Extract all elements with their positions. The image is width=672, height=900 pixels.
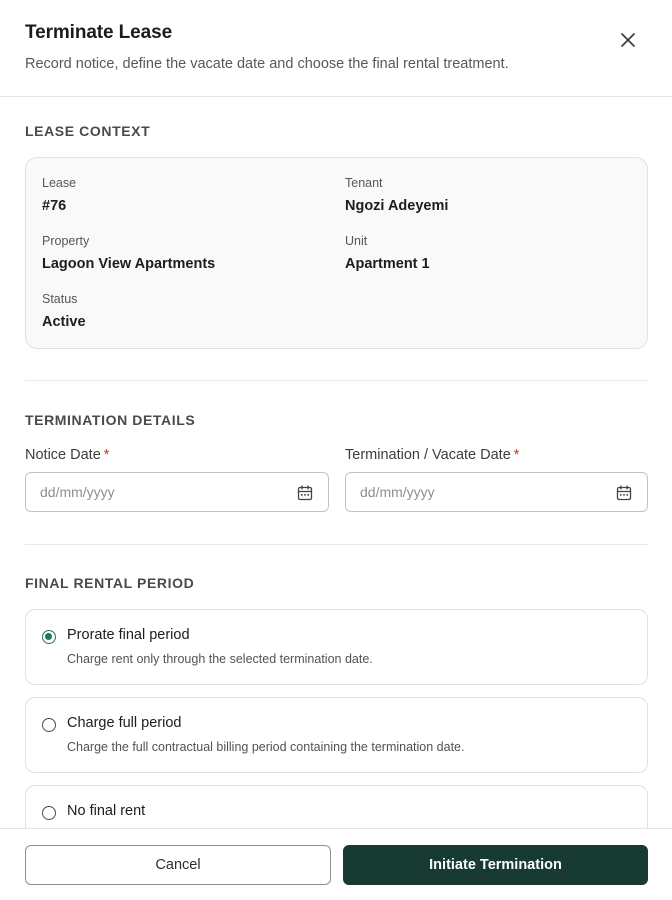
option-title: No final rent [67,803,146,819]
notice-date-input[interactable] [25,472,329,512]
vacate-date-input[interactable] [345,472,648,512]
notice-date-placeholder: dd/mm/yyyy [40,484,115,500]
dialog-title: Terminate Lease [25,22,173,43]
unit-value: Apartment 1 [345,256,430,272]
calendar-icon[interactable] [616,485,632,501]
dialog-header [0,0,672,97]
tenant-value: Ngozi Adeyemi [345,198,449,214]
lease-label: Lease [42,176,77,190]
dialog-body[interactable] [0,97,672,828]
status-label: Status [42,292,78,306]
section-divider [25,544,648,545]
notice-date-label: Notice Date * [25,447,110,463]
option-description: Charge rent only through the selected termination date. [67,652,373,666]
calendar-icon[interactable] [297,485,313,501]
lease-context-heading: LEASE CONTEXT [25,123,151,139]
required-indicator: * [513,447,520,463]
cancel-button[interactable]: Cancel [25,845,331,885]
option-title: Prorate final period [67,627,190,643]
close-icon [621,33,635,47]
termination-details-heading: TERMINATION DETAILS [25,412,196,428]
radio-none[interactable] [42,806,56,820]
dialog-subtitle: Record notice, define the vacate date and choose the final rental treatment. [25,56,509,72]
option-no-final-rent[interactable] [25,785,648,828]
radio-prorate[interactable] [42,630,56,644]
close-button[interactable] [614,26,642,54]
option-description: Charge the full contractual billing period containing the termination date. [67,740,465,754]
initiate-termination-button[interactable]: Initiate Termination [343,845,648,885]
status-value: Active [42,314,86,330]
section-divider [25,380,648,381]
dialog-footer [0,828,672,900]
option-title: Charge full period [67,715,182,731]
vacate-date-placeholder: dd/mm/yyyy [360,484,435,500]
unit-label: Unit [345,234,368,248]
tenant-label: Tenant [345,176,383,190]
final-rental-heading: FINAL RENTAL PERIOD [25,575,195,591]
vacate-date-label: Termination / Vacate Date * [345,447,520,463]
radio-full[interactable] [42,718,56,732]
property-label: Property [42,234,90,248]
required-indicator: * [103,447,110,463]
option-prorate-final-period[interactable] [25,609,648,685]
lease-value: #76 [42,198,67,214]
property-value: Lagoon View Apartments [42,256,216,272]
lease-context-card [25,157,648,349]
option-charge-full-period[interactable] [25,697,648,773]
